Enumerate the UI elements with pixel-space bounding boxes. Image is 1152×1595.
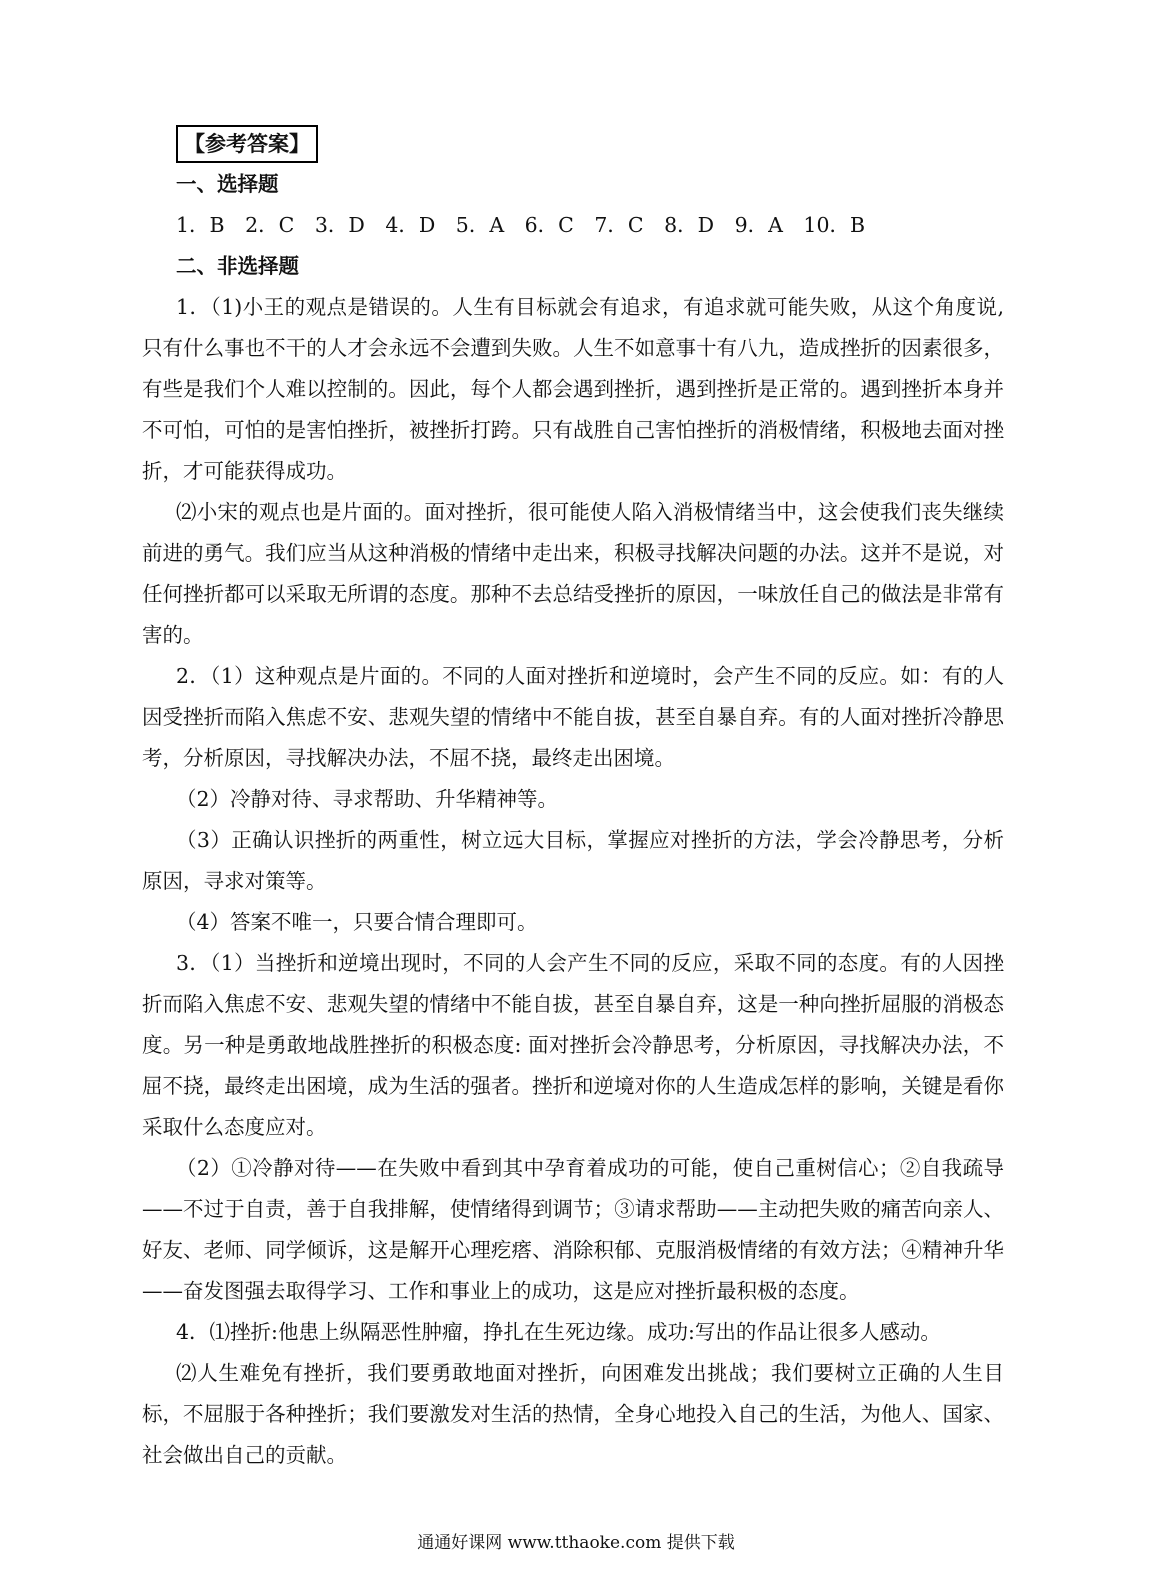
answer-paragraph: 2．（1）这种观点是片面的。不同的人面对挫折和逆境时，会产生不同的反应。如：有的人因受挫折而陷入焦虑不安、悲观失望的情绪中不能自拔，甚至自暴自弃。有的人面对挫折冷静思考，分析原因，寻找解决办法，不屈不挠，最终走出困境。 (142, 664, 1004, 770)
answer-paragraph: ⑵人生难免有挫折，我们要勇敢地面对挫折，向困难发出挑战；我们要树立正确的人生目标，不屈服于各种挫折；我们要激发对生活的热情，全身心地投入自己的生活，为他人、国家、社会做出自己的贡献。 (142, 1361, 1004, 1467)
answer-paragraph: 3．（1）当挫折和逆境出现时，不同的人会产生不同的反应，采取不同的态度。有的人因挫折而陷入焦虑不安、悲观失望的情绪中不能自拔，甚至自暴自弃，这是一种向挫折屈服的消极态度。另一种是勇敢地战胜挫折的积极态度: 面对挫折会冷静思考，分析原因，寻找解决办法，不屈不挠，最终走出困境，成为生活的强者。挫折和逆境对你的人生造成怎样的影响，关键是看你采取什么态度应对。 (142, 951, 1004, 1139)
answer-paragraph: （3）正确认识挫折的两重性，树立远大目标，掌握应对挫折的方法，学会冷静思考，分析原因，寻求对策等。 (142, 828, 1004, 893)
title-row (142, 124, 1004, 164)
answer-paragraph: （2）①冷静对待——在失败中看到其中孕育着成功的可能，使自己重树信心；②自我疏导——不过于自责，善于自我排解，使情绪得到调节；③请求帮助——主动把失败的痛苦向亲人、好友、老师、同学倾诉，这是解开心理疙瘩、消除积郁、克服消极情绪的有效方法；④精神升华——奋发图强去取得学习、工作和事业上的成功，这是应对挫折最积极的态度。 (142, 1156, 1004, 1303)
answer-paragraph: 4．⑴挫折:他患上纵隔恶性肿瘤，挣扎在生死边缘。成功:写出的作品让很多人感动。 (176, 1320, 941, 1344)
answer-paragraph: ⑵小宋的观点也是片面的。面对挫折，很可能使人陷入消极情绪当中，这会使我们丧失继续前进的勇气。我们应当从这种消极的情绪中走出来，积极寻找解决问题的办法。这并不是说，对任何挫折都可以采取无所谓的态度。那种不去总结受挫折的原因，一味放任自己的做法是非常有害的。 (142, 500, 1004, 647)
footer-source: 通通好课网 www.tthaoke.com 提供下载 (417, 1533, 735, 1553)
answer-content (142, 124, 1004, 1476)
answer-paragraph: 1．（1)小王的观点是错误的。人生有目标就会有追求，有追求就可能失败，从这个角度说,只有什么事也不干的人才会永远不会遭到失败。人生不如意事十有八九，造成挫折的因素很多，有些是我们个人难以控制的。因此，每个人都会遇到挫折，遇到挫折是正常的。遇到挫折本身并不可怕，可怕的是害怕挫折，被挫折打跨。只有战胜自己害怕挫折的消极情绪，积极地去面对挫折，才可能获得成功。 (142, 295, 1004, 483)
section-heading-nonchoice: 二、非选择题 (176, 254, 299, 278)
choice-answers: 1．B 2．C 3．D 4．D 5．A 6．C 7．C 8．D 9．A 10．B (176, 213, 866, 237)
section-heading-choice: 一、选择题 (176, 172, 279, 196)
answer-paragraph: （4）答案不唯一，只要合情合理即可。 (176, 910, 538, 934)
answer-paragraph: （2）冷静对待、寻求帮助、升华精神等。 (176, 787, 559, 811)
answer-title: 【参考答案】 (176, 125, 318, 163)
